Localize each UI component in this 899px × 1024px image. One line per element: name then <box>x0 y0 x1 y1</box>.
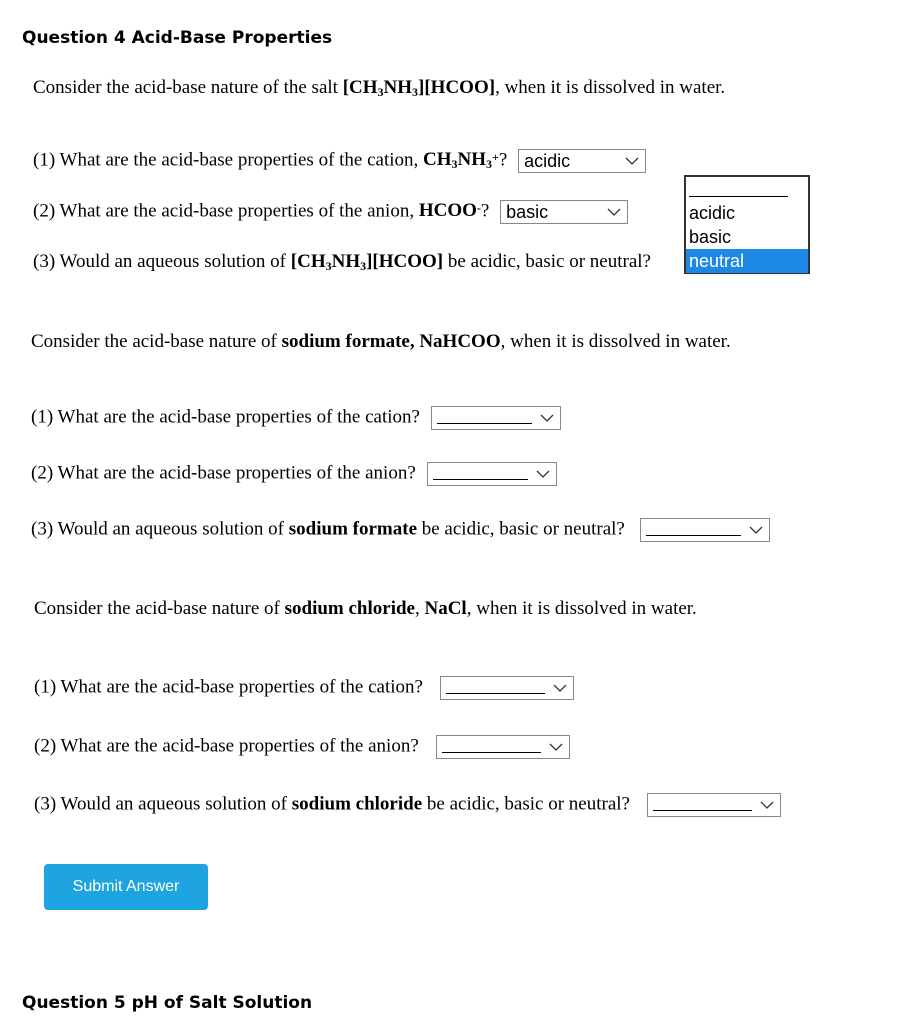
part1-q1-end: ? <box>498 149 508 171</box>
part2-q3-bold: sodium formate <box>288 518 417 540</box>
part3-q3-post: be acidic, basic or neutral? <box>422 793 630 815</box>
chevron-down-icon <box>607 205 621 219</box>
part1-q2-select[interactable] <box>500 200 628 224</box>
part1-q1-formula: $CH_3NH_3^+$ <box>423 149 499 172</box>
part3-q3-bold: sodium chloride <box>291 793 423 815</box>
part3-intro-bold1: sodium chloride <box>284 598 415 619</box>
part3-q1 <box>34 676 574 700</box>
part3-q3-select[interactable] <box>647 793 781 817</box>
part2-q1-text: (1) What are the acid-base properties of the cation? <box>31 406 420 428</box>
part1-intro-pre: Consider the acid-base nature of the salt <box>33 77 343 98</box>
part1-intro-salt: $[CH_3NH_3][HCOO]$ <box>342 77 496 99</box>
part2-intro <box>31 331 731 353</box>
part1-intro <box>33 77 725 100</box>
chevron-down-icon <box>760 798 774 812</box>
part3-intro-pre: Consider the acid-base nature of <box>34 598 285 619</box>
chevron-down-icon <box>749 523 763 537</box>
select-blank-line <box>653 810 752 811</box>
part3-q3 <box>34 793 781 817</box>
part3-q1-select[interactable] <box>440 676 574 700</box>
select-blank-line <box>646 535 741 536</box>
part1-q1-selected-value: acidic <box>524 151 571 171</box>
part3-intro <box>34 598 697 620</box>
part2-q1-select[interactable] <box>431 406 561 430</box>
part3-q3-pre: (3) Would an aqueous solution of <box>34 793 292 815</box>
part1-q3-post: be acidic, basic or neutral? <box>443 251 651 272</box>
select-blank-line <box>446 693 545 694</box>
chevron-down-icon <box>536 467 550 481</box>
part3-intro-bold2: NaCl <box>424 598 467 619</box>
chevron-down-icon <box>549 740 563 754</box>
part2-q2-text: (2) What are the acid-base properties of the anion? <box>31 462 416 484</box>
part3-q1-text: (1) What are the acid-base properties of the cation? <box>34 676 423 698</box>
part1-intro-post: , when it is dissolved in water. <box>495 77 726 98</box>
dropdown-option-blank[interactable] <box>686 177 808 201</box>
part1-q1-text: (1) What are the acid-base properties of the cation, <box>33 149 424 171</box>
part2-q1 <box>31 406 561 430</box>
part2-q3 <box>31 518 770 542</box>
part1-q1-select[interactable] <box>518 149 646 173</box>
part1-q3 <box>33 251 651 274</box>
dropdown-option-basic[interactable]: basic <box>689 227 732 247</box>
part2-q3-post: be acidic, basic or neutral? <box>417 518 625 540</box>
part1-q2-text: (2) What are the acid-base properties of the anion, <box>33 200 419 222</box>
part2-q3-select[interactable] <box>640 518 770 542</box>
part3-q2-select[interactable] <box>436 735 570 759</box>
chevron-down-icon <box>540 411 554 425</box>
part1-q2 <box>33 200 628 224</box>
select-blank-line <box>437 423 532 424</box>
dropdown-option-neutral[interactable]: neutral <box>686 249 808 273</box>
part3-intro-mid: , <box>414 598 425 619</box>
part2-q2 <box>31 462 557 486</box>
part3-q2-text: (2) What are the acid-base properties of the anion? <box>34 735 419 757</box>
part3-q2 <box>34 735 570 759</box>
part2-intro-bold: sodium formate, NaHCOO <box>281 331 501 352</box>
part2-q2-select[interactable] <box>427 462 557 486</box>
chevron-down-icon <box>625 154 639 168</box>
part2-intro-pre: Consider the acid-base nature of <box>31 331 282 352</box>
part1-q2-formula: HCOO- <box>418 200 481 222</box>
part1-q3-pre: (3) Would an aqueous solution of <box>33 251 291 272</box>
part1-q3-dropdown-list[interactable] <box>684 175 810 274</box>
chevron-down-icon <box>553 681 567 695</box>
question-5-heading: Question 5 pH of Salt Solution <box>22 993 313 1013</box>
part1-q3-salt: $[CH_3NH_3][HCOO]$ <box>290 251 444 273</box>
part1-q2-end: ? <box>480 200 490 222</box>
question-4-heading: Question 4 Acid-Base Properties <box>22 28 333 48</box>
part2-intro-post: , when it is dissolved in water. <box>500 331 731 352</box>
part1-q1 <box>33 149 646 173</box>
submit-answer-button[interactable]: Submit Answer <box>44 864 208 910</box>
dropdown-option-acidic[interactable]: acidic <box>689 203 736 223</box>
select-blank-line <box>442 752 541 753</box>
part2-q3-pre: (3) Would an aqueous solution of <box>31 518 289 540</box>
part3-intro-post: , when it is dissolved in water. <box>466 598 697 619</box>
part1-q2-selected-value: basic <box>506 202 549 222</box>
select-blank-line <box>433 479 528 480</box>
